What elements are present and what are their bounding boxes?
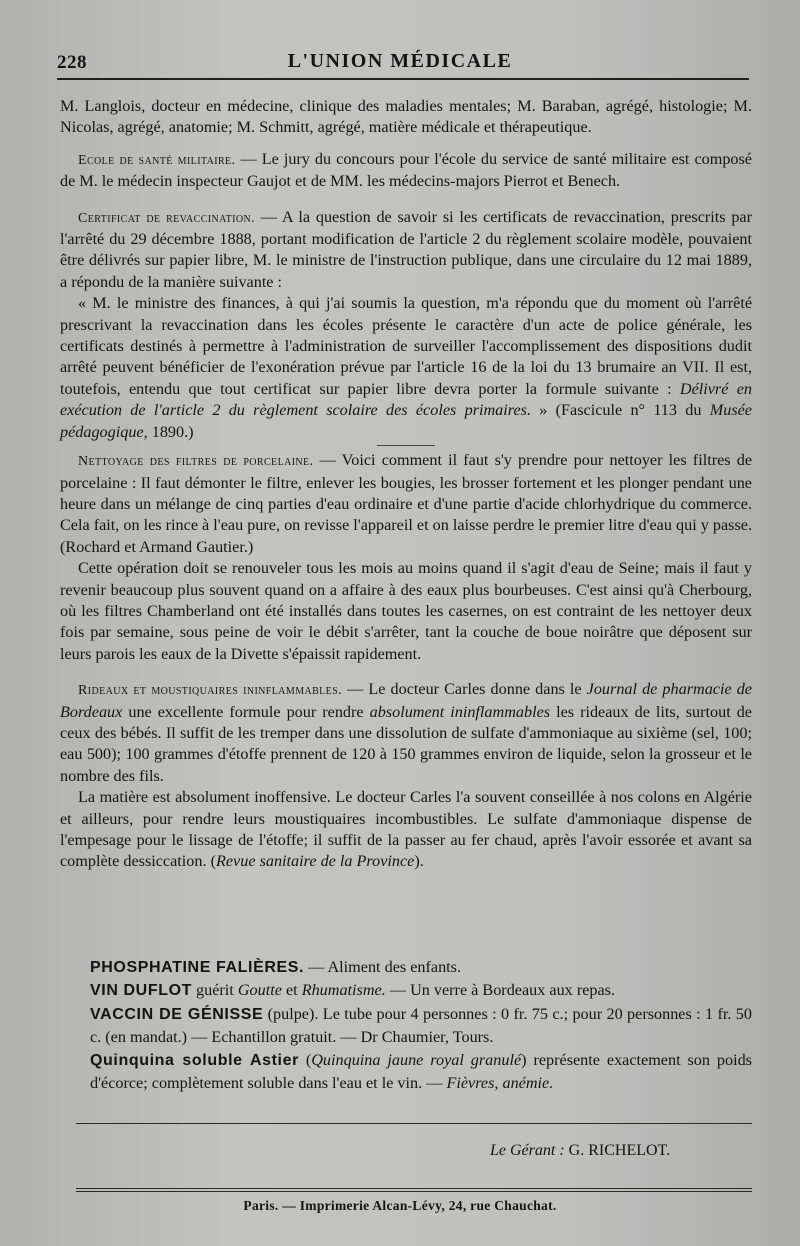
article-body — [60, 96, 752, 873]
rideaux-p2-text: La matière est absolument inoffensive. Le docteur Carles l'a souvent conseillée à nos colons en Algérie et ailleurs, pour rendre leurs moustiquaires incombustibles. Le sulfate d'ammoniaque dispense de l'empesage pour le lissage de l'étoffe; il suffit de la passer au fer chaud, après l'avoir essorée et avant sa complète dessiccation. ( — [60, 788, 752, 871]
rideaux-heading: Rideaux et moustiquaires ininflammables. — [78, 683, 343, 699]
rideaux-paragraph-2 — [60, 787, 752, 873]
certificat-quote — [60, 293, 752, 443]
ad-quinquina — [90, 1049, 752, 1096]
rideaux-journal: Journal de pharmacie de Bordeaux — [60, 680, 752, 721]
quote-close: » (Fascicule n° 113 du — [531, 401, 710, 420]
certificat-heading: Certificat de revaccination. — [78, 210, 256, 226]
ad-duflot-text-2: — Un verre à Bordeaux aux repas. — [385, 981, 616, 1000]
ad-duflot-rhumatisme: Rhumatisme. — [301, 981, 386, 1000]
header-rule — [57, 78, 749, 80]
journal-title: L'UNION MÉDICALE — [287, 50, 513, 72]
gerant-label: Le Gérant : — [490, 1142, 565, 1159]
rideaux-source-close: ). — [414, 852, 424, 871]
printer-imprint: Paris. — Imprimerie Alcan-Lévy, 24, rue Chauchat. — [243, 1198, 557, 1213]
rideaux-text-2: une excellente formule pour rendre — [122, 702, 370, 721]
ad-quinquina-paren: ( — [298, 1051, 312, 1070]
ad-duflot-name: VIN DUFLOT — [90, 982, 192, 1000]
rideaux-paragraph — [60, 679, 752, 787]
nettoyage-paragraph — [60, 450, 752, 558]
ecole-text: — Le jury du concours pour l'école du service de santé militaire est composé de M. le médecin inspecteur Gaujot et de MM. les médecins-majors Pierrot et Benech. — [60, 149, 752, 191]
quote-formula: Délivré en exécution de l'article 2 du règlement scolaire des écoles primaires. — [60, 379, 752, 420]
intro-paragraph: M. Langlois, docteur en médecine, clinique des maladies mentales; M. Baraban, agrégé, histologie; M. Nicolas, agrégé, anatomie; M. Schmitt, agrégé, matière médicale et thérapeutique. — [60, 97, 752, 137]
imprint-rule-bottom — [76, 1191, 752, 1192]
nettoyage-heading: Nettoyage des filtres de porcelaine. — [78, 454, 314, 470]
certificat-paragraph — [60, 207, 752, 294]
rideaux-formula: absolument ininflammables — [369, 702, 551, 721]
ad-quinquina-text: ) représente exactement son poids d'écorce; complètement soluble dans l'eau et le vin. — — [90, 1051, 752, 1093]
ad-quinquina-name: Quinquina soluble Astier — [90, 1052, 299, 1070]
ad-duflot-goutte: Goutte — [237, 981, 282, 1000]
ad-phosphatine-name: PHOSPHATINE FALIÈRES. — [90, 959, 305, 976]
ad-phosphatine-text: — Aliment des enfants. — [304, 958, 462, 976]
ad-duflot-and: et — [281, 981, 302, 1000]
ad-vaccin-name: VACCIN DE GÉNISSE — [90, 1005, 264, 1023]
quote-year: 1890.) — [147, 422, 194, 441]
advertisements — [90, 956, 752, 1096]
ad-phosphatine — [90, 956, 752, 979]
gerant-signature — [490, 1142, 670, 1160]
page-header — [0, 44, 800, 84]
rideaux-source: Revue sanitaire de la Province — [215, 852, 415, 871]
ad-vaccin-text: (pulpe). Le tube pour 4 personnes : 0 fr. 75 c.; pour 20 personnes : 1 fr. 50 c. (en mandat.) — Echantillon gratuit. — Dr Chaumier, Tours. — [90, 1004, 752, 1046]
quote-source: Musée pédagogique, — [60, 401, 752, 441]
certificat-text: — A la question de savoir si les certificats de revaccination, prescrits par l'arrêté du 29 décembre 1888, portant modification de l'article 2 du règlement scolaire modèle, pouvaient être délivrés sur papier libre, M. le ministre de l'instruction publique, dans une circulaire du 12 mai 1889, a répondu de la manière suivante : — [60, 207, 752, 291]
ad-vaccin — [90, 1003, 752, 1050]
rideaux-text-1: — Le docteur Carles donne dans le — [342, 680, 587, 699]
ecole-heading: Ecole de santé militaire. — [78, 152, 236, 168]
ad-quinquina-italic: Quinquina jaune royal granulé — [311, 1051, 522, 1070]
nettoyage-text: — Voici comment il faut s'y prendre pour nettoyer les filtres de porcelaine : Il faut démonter le filtre, enlever les bougies, les brosser fortement et les plonger pendant une heure dans un mélange de cinq parties d'eau ordinaire et d'une partie d'acide chlorhydrique du commerce. Cela fait, on les rince à l'eau pure, on revisse l'appareil et on laisse perdre le premier litre d'eau qui y passe. (Rochard et Armand Gautier.) — [60, 451, 753, 556]
rideaux-text-3: les rideaux de lits, surtout de ceux des bébés. Il suffit de les tremper dans une dissolution de sulfate d'ammoniaque au sixième (sel, 100; eau 500); 100 grammes d'étoffe prennent de 120 à 150 grammes environ de liquide, selon la grosseur et le nombre des fils. — [60, 702, 752, 785]
page-number: 228 — [57, 52, 87, 73]
ad-quinquina-uses: Fièvres, anémie. — [446, 1074, 554, 1093]
ad-duflot — [90, 979, 752, 1002]
quote-main: « M. le ministre des finances, à qui j'ai soumis la question, m'a répondu que du moment où l'arrêté prescrivant la revaccination dans les écoles présente le caractère d'un acte de police générale, les certificats destinés à permettre à l'administration de surveiller l'accomplissement des dispositions dudit arrêté peuvent bénéficier de l'exonération prévue par l'article 16 de la loi du 13 brumaire an VII. Il est, toutefois, entendu que tout certificat sur papier libre devra porter la formule suivante : — [60, 294, 752, 398]
footer-rule — [76, 1123, 752, 1124]
ecole-paragraph — [60, 149, 752, 193]
section-divider — [377, 445, 435, 446]
ad-duflot-text-1: guérit — [192, 981, 238, 1000]
imprint-rule-top — [76, 1188, 752, 1189]
nettoyage-paragraph-2: Cette opération doit se renouveler tous les mois au moins quand il s'agit d'eau de Seine; mais il faut y revenir beaucoup plus souvent quand on a affaire à des eaux plus bourbeuses. C'est ainsi qu'à Cherbourg, où les filtres Chamberland ont été installés dans toutes les casernes, on est contraint de les nettoyer deux fois par semaine, sous peine de voir le débit s'arrêter, tant la couche de boue noirâtre que déposent sur leurs parois les eaux de la Divette s'épaissit rapidement. — [60, 559, 752, 663]
gerant-name: G. RICHELOT. — [564, 1142, 671, 1159]
